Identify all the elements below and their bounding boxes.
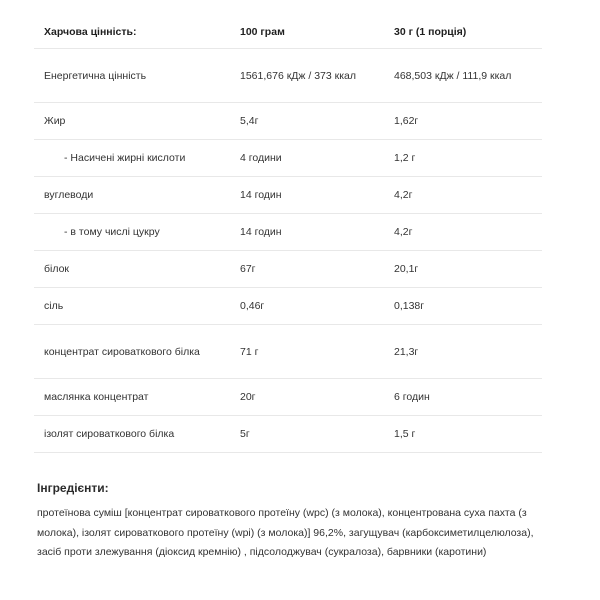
header-per-100g: 100 грам: [230, 15, 384, 49]
row-name: - в тому числі цукру: [34, 214, 230, 251]
row-per-100g: 0,46г: [230, 288, 384, 325]
table-row: [34, 177, 542, 214]
row-name: Енергетична цінність: [34, 49, 230, 103]
table-row: [34, 379, 542, 416]
header-nutrition-value: Харчова цінність:: [34, 15, 230, 49]
row-per-serving: 21,3г: [384, 325, 542, 379]
row-per-100g: 4 години: [230, 140, 384, 177]
table-row: [34, 325, 542, 379]
row-per-100g: 67г: [230, 251, 384, 288]
header-per-serving: 30 г (1 порція): [384, 15, 542, 49]
table-row: [34, 103, 542, 140]
ingredients-text: протеїнова суміш [концентрат сироваткового протеїну (wpc) (з молока), концентрована суха пахта (з молока), ізолят сироваткового протеїну (wpi) (з молока)] 96,2%, загущувач (карбоксиметилцелюлоза), засіб проти злежування (діоксид кремнію) , підсолоджувач (сукралоза), барвники (каротини): [37, 507, 534, 558]
row-name: - Насичені жирні кислоти: [34, 140, 230, 177]
row-per-serving: 4,2г: [384, 214, 542, 251]
row-per-serving: 0,138г: [384, 288, 542, 325]
row-per-100g: 5,4г: [230, 103, 384, 140]
table-row: [34, 140, 542, 177]
row-per-100g: 20г: [230, 379, 384, 416]
row-name: Жир: [34, 103, 230, 140]
table-row: [34, 288, 542, 325]
row-per-serving: 6 годин: [384, 379, 542, 416]
row-name: концентрат сироваткового білка: [34, 325, 230, 379]
table-header-row: [34, 15, 542, 49]
row-per-serving: 1,5 г: [384, 416, 542, 453]
row-per-100g: 1561,676 кДж / 373 ккал: [230, 49, 384, 103]
row-per-100g: 5г: [230, 416, 384, 453]
row-per-serving: 1,2 г: [384, 140, 542, 177]
row-per-100g: 71 г: [230, 325, 384, 379]
ingredients-title: Інгредієнти:: [37, 481, 109, 495]
table-row: [34, 214, 542, 251]
table-row: [34, 49, 542, 103]
row-per-100g: 14 годин: [230, 214, 384, 251]
table-row: [34, 251, 542, 288]
row-name: маслянка концентрат: [34, 379, 230, 416]
row-per-serving: 468,503 кДж / 111,9 ккал: [384, 49, 542, 103]
row-per-serving: 20,1г: [384, 251, 542, 288]
row-name: ізолят сироваткового білка: [34, 416, 230, 453]
table-row: [34, 416, 542, 453]
row-per-100g: 14 годин: [230, 177, 384, 214]
nutrition-table: [34, 15, 542, 453]
row-per-serving: 4,2г: [384, 177, 542, 214]
row-per-serving: 1,62г: [384, 103, 542, 140]
row-name: сіль: [34, 288, 230, 325]
row-name: вуглеводи: [34, 177, 230, 214]
row-name: білок: [34, 251, 230, 288]
